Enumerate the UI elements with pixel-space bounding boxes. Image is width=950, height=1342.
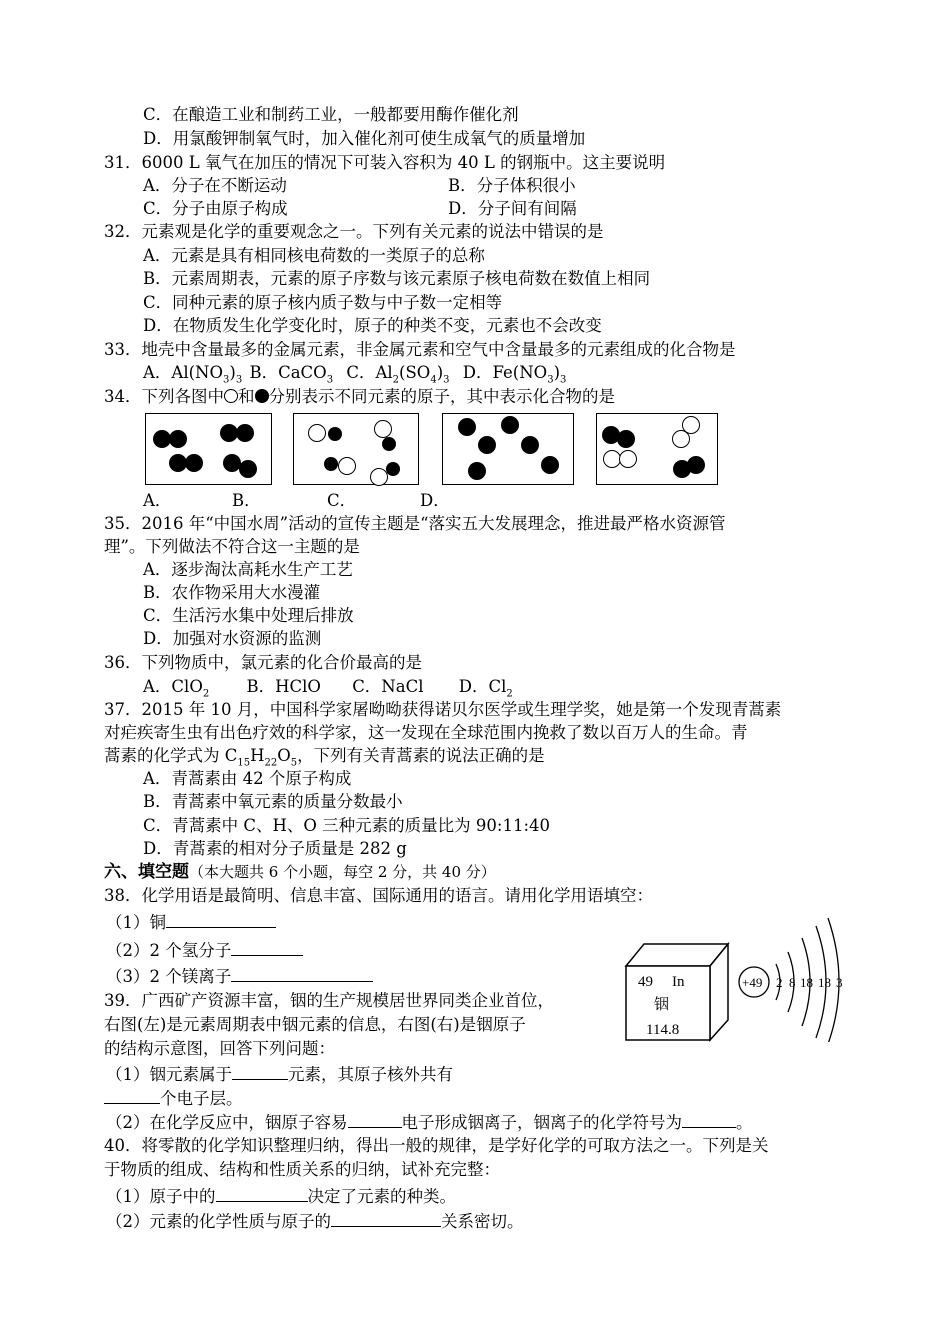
diagram-d	[596, 413, 718, 485]
blank-field[interactable]	[331, 1209, 441, 1227]
diagram-a	[145, 413, 272, 485]
atom-structure-diagram	[734, 912, 846, 1042]
blank-field[interactable]	[216, 1184, 308, 1202]
hollow-atom	[374, 420, 392, 438]
filled-atom	[382, 437, 396, 451]
q31-option-a: A．分子在不断运动	[143, 176, 287, 195]
q37-option-b: B．青蒿素中氧元素的质量分数最小	[143, 792, 403, 811]
question-39: 39．广西矿产资源丰富，铟的生产规模居世界同类企业首位，	[104, 991, 554, 1010]
element-number: 49	[638, 974, 653, 990]
q33-option-d: D．$Fe(NO_3)_3$	[462, 363, 567, 386]
question-38: 38．化学用语是最简明、信息丰富、国际通用的语言。请用化学用语填空：	[104, 886, 653, 905]
filled-atom	[501, 416, 519, 434]
q32-option-a: A．元素是具有相同核电荷数的一类原子的总称	[143, 246, 485, 265]
question-40-cont: 于物质的组成、结构和性质关系的归纳，试补充完整：	[104, 1160, 500, 1179]
question-37: 37．2015 年 10 月，中国科学家屠呦呦获得诺贝尔医学或生理学奖，她是第一个发现青蒿素	[104, 700, 782, 719]
hollow-atom-icon	[224, 389, 238, 403]
blank-field[interactable]	[682, 1110, 736, 1128]
q32-option-c: C．同种元素的原子核内质子数与中子数一定相等	[143, 293, 503, 312]
blank-field[interactable]	[166, 910, 276, 928]
q34-label-b: B．	[232, 491, 261, 510]
nucleus-charge: +49	[742, 975, 763, 990]
q36-option-c: C．NaCl	[352, 677, 424, 696]
element-mass: 114.8	[646, 1022, 680, 1038]
section-6-heading: 六、填空题（本大题共 6 个小题，每空 2 分，共 40 分）	[104, 862, 496, 882]
blank-field[interactable]	[232, 1062, 288, 1080]
hollow-atom	[338, 457, 356, 475]
diagram-c	[442, 413, 574, 485]
filled-atom	[236, 424, 254, 442]
blank-field[interactable]	[231, 938, 303, 956]
q32-option-b: B．元素周期表，元素的原子序数与该元素原子核电荷数在数值上相同	[143, 269, 651, 288]
element-card	[622, 936, 732, 1044]
question-37-formula: 蒿素的化学式为 $C_{15}H_{22}O_5$，下列有关青蒿素的说法正确的是	[104, 746, 545, 769]
filled-atom	[185, 454, 203, 472]
shell-1-count: 2	[776, 975, 783, 990]
hollow-atom	[619, 450, 637, 468]
element-name: 铟	[654, 995, 670, 1013]
question-40: 40．将零散的化学知识整理归纳，得出一般的规律，是学好化学的可取方法之一。下列是关	[104, 1136, 769, 1155]
q35-option-c: C．生活污水集中处理后排放	[143, 606, 354, 625]
q36-option-d: D．$Cl_2$	[458, 677, 513, 700]
q31-option-d: D．分子间有间隔	[448, 199, 577, 218]
question-39-cont: 右图(左)是元素周期表中铟元素的信息，右图(右)是铟原子	[104, 1015, 526, 1034]
filled-atom	[687, 456, 705, 474]
q36-option-a: A．ClO$_2$	[143, 677, 210, 700]
q35-option-d: D．加强对水资源的监测	[143, 629, 322, 648]
q34-label-c: C．	[327, 491, 357, 510]
q34-label-d: D．	[420, 491, 450, 510]
q38-item-1: （1）铜	[106, 910, 276, 932]
question-35: 35．2016 年“中国水周”活动的宣传主题是“落实五大发展理念，推进最严格水资源管	[104, 514, 726, 533]
q39-item-1-cont: 个电子层。	[104, 1086, 243, 1108]
q31-option-b: B．分子体积很小	[448, 176, 576, 195]
filled-atom	[324, 457, 338, 471]
filled-atom	[239, 460, 257, 478]
filled-atom	[617, 430, 635, 448]
shell-3-count: 18	[800, 975, 813, 990]
q39-item-1: （1）铟元素属于 元素，其原子核外共有	[106, 1062, 453, 1084]
hollow-atom	[672, 430, 690, 448]
q32-option-d: D．在物质发生化学变化时，原子的种类不变，元素也不会改变	[143, 316, 602, 335]
question-31: 31．6000 L 氧气在加压的情况下可装入容积为 40 L 的钢瓶中。这主要说明	[104, 153, 666, 172]
shell-4-count: 18	[818, 975, 831, 990]
q33-option-a: A．$Al(NO_3)_3$	[143, 363, 243, 386]
element-symbol: In	[672, 974, 685, 990]
q33-option-c: C．$Al_2(SO_4)_3$	[346, 363, 450, 386]
q35-option-a: A．逐步淘汰高耗水生产工艺	[143, 560, 353, 579]
option-d: D．用氯酸钾制氧气时，加入催化剂可使生成氧气的质量增加	[143, 129, 586, 148]
q33-options	[143, 362, 566, 384]
q37-option-c: C．青蒿素中 C、H、O 三种元素的质量比为 90:11:40	[143, 816, 551, 835]
q37-option-a: A．青蒿素由 42 个原子构成	[143, 769, 352, 788]
question-33: 33．地壳中含量最多的金属元素，非金属元素和空气中含量最多的元素组成的化合物是	[104, 340, 736, 359]
q31-option-c: C．分子由原子构成	[143, 199, 288, 218]
option-c: C．在酿造工业和制药工业，一般都要用酶作催化剂	[143, 105, 519, 124]
question-35-cont: 理”。下列做法不符合这一主题的是	[104, 537, 360, 556]
q36-option-b: B．HClO	[246, 677, 321, 696]
question-37-cont: 对疟疾寄生虫有出色疗效的科学家，这一发现在全球范围内挽救了数以百万人的生命。青	[104, 723, 748, 742]
q33-option-b: B．CaCO$_3$	[249, 363, 334, 386]
shell-2-count: 8	[789, 975, 796, 990]
diagram-b	[293, 413, 419, 485]
blank-field[interactable]	[231, 964, 373, 982]
filled-atom	[521, 436, 539, 454]
blank-field[interactable]	[348, 1110, 402, 1128]
q36-options	[143, 676, 513, 698]
filled-atom	[458, 418, 476, 436]
q38-item-3: （3）2 个镁离子	[106, 964, 373, 986]
hollow-atom	[308, 424, 326, 442]
q34-label-a: A．	[143, 491, 172, 510]
filled-atom	[386, 462, 400, 476]
filled-atom	[478, 436, 496, 454]
q39-item-2: （2）在化学反应中，铟原子容易 电子形成铟离子，铟离子的化学符号为 。	[106, 1110, 753, 1132]
q40-item-1: （1）原子中的 决定了元素的种类。	[106, 1184, 456, 1206]
shell-5-count: 3	[836, 975, 843, 990]
blank-field[interactable]	[104, 1086, 160, 1104]
filled-atom	[169, 430, 187, 448]
q35-option-b: B．农作物采用大水漫灌	[143, 583, 321, 602]
q40-item-2: （2）元素的化学性质与原子的 关系密切。	[106, 1209, 524, 1231]
question-36: 36．下列物质中，氯元素的化合价最高的是	[104, 653, 422, 672]
question-34: 34．下列各图中 和 分别表示不同元素的原子，其中表示化合物的是	[104, 387, 615, 406]
filled-atom	[468, 462, 486, 480]
filled-atom	[541, 456, 559, 474]
filled-atom-icon	[255, 389, 269, 403]
question-39-cont2: 的结构示意图，回答下列问题：	[104, 1039, 335, 1058]
filled-atom	[328, 427, 342, 441]
q37-option-d: D．青蒿素的相对分子质量是 282 g	[143, 839, 407, 858]
q38-item-2: （2）2 个氢分子	[106, 938, 303, 960]
question-32: 32．元素观是化学的重要观念之一。下列有关元素的说法中错误的是	[104, 222, 604, 241]
